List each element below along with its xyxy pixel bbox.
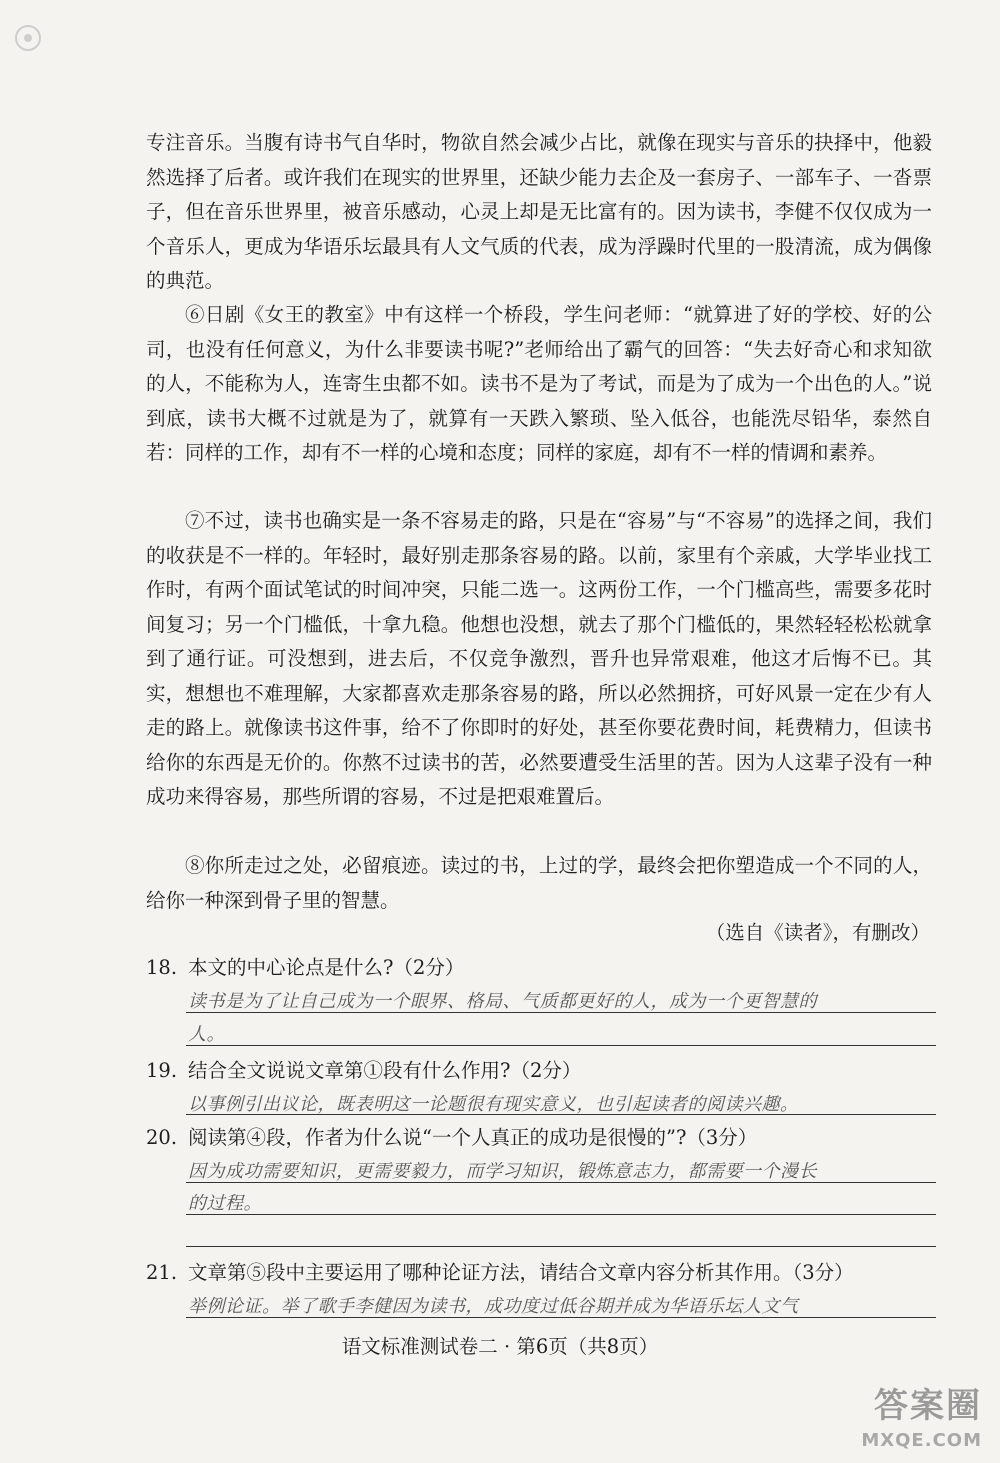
paragraph-6: ⑥日剧《女王的教室》中有这样一个桥段，学生问老师：“就算进了好的学校、好的公司，也没有任何意义，为什么非要读书呢?”老师给出了霸气的回答：“失去好奇心和求知欲的人，不能称为人，连寄生虫都不如。读书不是为了考试，而是为了成为一个出色的人。”说到底，读书大概不过就是为了，就算有一天跌入繁琐、坠入低谷，也能洗尽铅华，泰然自若：同样的工作，却有不一样的心境和态度；同样的家庭，却有不一样的情调和素养。 bbox=[146, 303, 932, 464]
answer-line bbox=[186, 1246, 936, 1247]
answer-20-line-2: 的过程。 bbox=[188, 1193, 262, 1214]
watermark-logo: 答案圈 bbox=[874, 1386, 982, 1426]
question-text: 文章第⑤段中主要运用了哪种论证方法，请结合文章内容分析其作用。（3分） bbox=[188, 1261, 854, 1284]
page-footer: 语文标准测试卷二 · 第6页（共8页） bbox=[341, 1335, 659, 1358]
paragraph-8: ⑧你所走过之处，必留痕迹。读过的书，上过的学，最终会把你塑造成一个不同的人，给你一种深到骨子里的智慧。 bbox=[146, 854, 932, 912]
answer-line bbox=[186, 1214, 936, 1215]
question-19 bbox=[146, 1056, 946, 1086]
answer-line bbox=[186, 1045, 936, 1046]
answer-line bbox=[186, 1182, 936, 1183]
question-18 bbox=[146, 953, 946, 983]
question-number: 21. bbox=[146, 1261, 178, 1284]
watermark-url: MXQE.COM bbox=[861, 1430, 982, 1451]
paragraph-5-continued: 专注音乐。当腹有诗书气自华时，物欲自然会减少占比，就像在现实与音乐的抉择中，他毅然选择了后者。或许我们在现实的世界里，还缺少能力去企及一套房子、一部车子、一沓票子，但在音乐世界里，被音乐感动，心灵上却是无比富有的。因为读书，李健不仅仅成为一个音乐人，更成为华语乐坛最具有人文气质的代表，成为浮躁时代里的一股清流，成为偶像的典范。 bbox=[146, 131, 932, 292]
answer-18-line-1: 读书是为了让自己成为一个眼界、格局、气质都更好的人，成为一个更智慧的 bbox=[188, 991, 817, 1012]
corner-registration-mark bbox=[8, 18, 48, 58]
question-text: 本文的中心论点是什么?（2分） bbox=[188, 956, 465, 979]
question-text: 结合全文说说文章第①段有什么作用?（2分） bbox=[188, 1059, 582, 1082]
question-number: 20. bbox=[146, 1126, 178, 1149]
answer-21-line-1: 举例论证。举了歌手李健因为读书，成功度过低谷期并成为华语乐坛人文气 bbox=[188, 1296, 799, 1317]
question-text: 阅读第④段，作者为什么说“一个人真正的成功是很慢的”?（3分） bbox=[188, 1126, 758, 1149]
answer-19-line-1: 以事例引出议论，既表明这一论题很有现实意义，也引起读者的阅读兴趣。 bbox=[188, 1094, 799, 1115]
answer-line bbox=[186, 1012, 936, 1013]
answer-line bbox=[186, 1317, 936, 1318]
question-number: 19. bbox=[146, 1059, 178, 1082]
question-21 bbox=[146, 1258, 946, 1288]
paragraph-7: ⑦不过，读书也确实是一条不容易走的路，只是在“容易”与“不容易”的选择之间，我们的收获是不一样的。年轻时，最好别走那条容易的路。以前，家里有个亲戚，大学毕业找工作时，有两个面试笔试的时间冲突，只能二选一。这两份工作，一个门槛高些，需要多花时间复习；另一个门槛低，十拿九稳。他想也没想，就去了那个门槛低的，果然轻轻松松就拿到了通行证。可没想到，进去后，不仅竞争激烈，晋升也异常艰难，他这才后悔不已。其实，想想也不难理解，大家都喜欢走那条容易的路，所以必然拥挤，可好风景一定在少有人走的路上。就像读书这件事，给不了你即时的好处，甚至你要花费时间，耗费精力，但读书给你的东西是无价的。你熬不过读书的苦，必然要遭受生活里的苦。因为人这辈子没有一种成功来得容易，那些所谓的容易，不过是把艰难置后。 bbox=[146, 509, 932, 808]
source-citation: （选自《读者》，有删改） bbox=[705, 921, 930, 944]
question-20 bbox=[146, 1123, 946, 1153]
question-number: 18. bbox=[146, 956, 178, 979]
answer-20-line-1: 因为成功需要知识，更需要毅力，而学习知识，锻炼意志力，都需要一个漫长 bbox=[188, 1161, 817, 1182]
answer-line bbox=[186, 1114, 936, 1115]
answer-18-line-2: 人。 bbox=[188, 1024, 225, 1045]
watermark bbox=[852, 1378, 982, 1458]
